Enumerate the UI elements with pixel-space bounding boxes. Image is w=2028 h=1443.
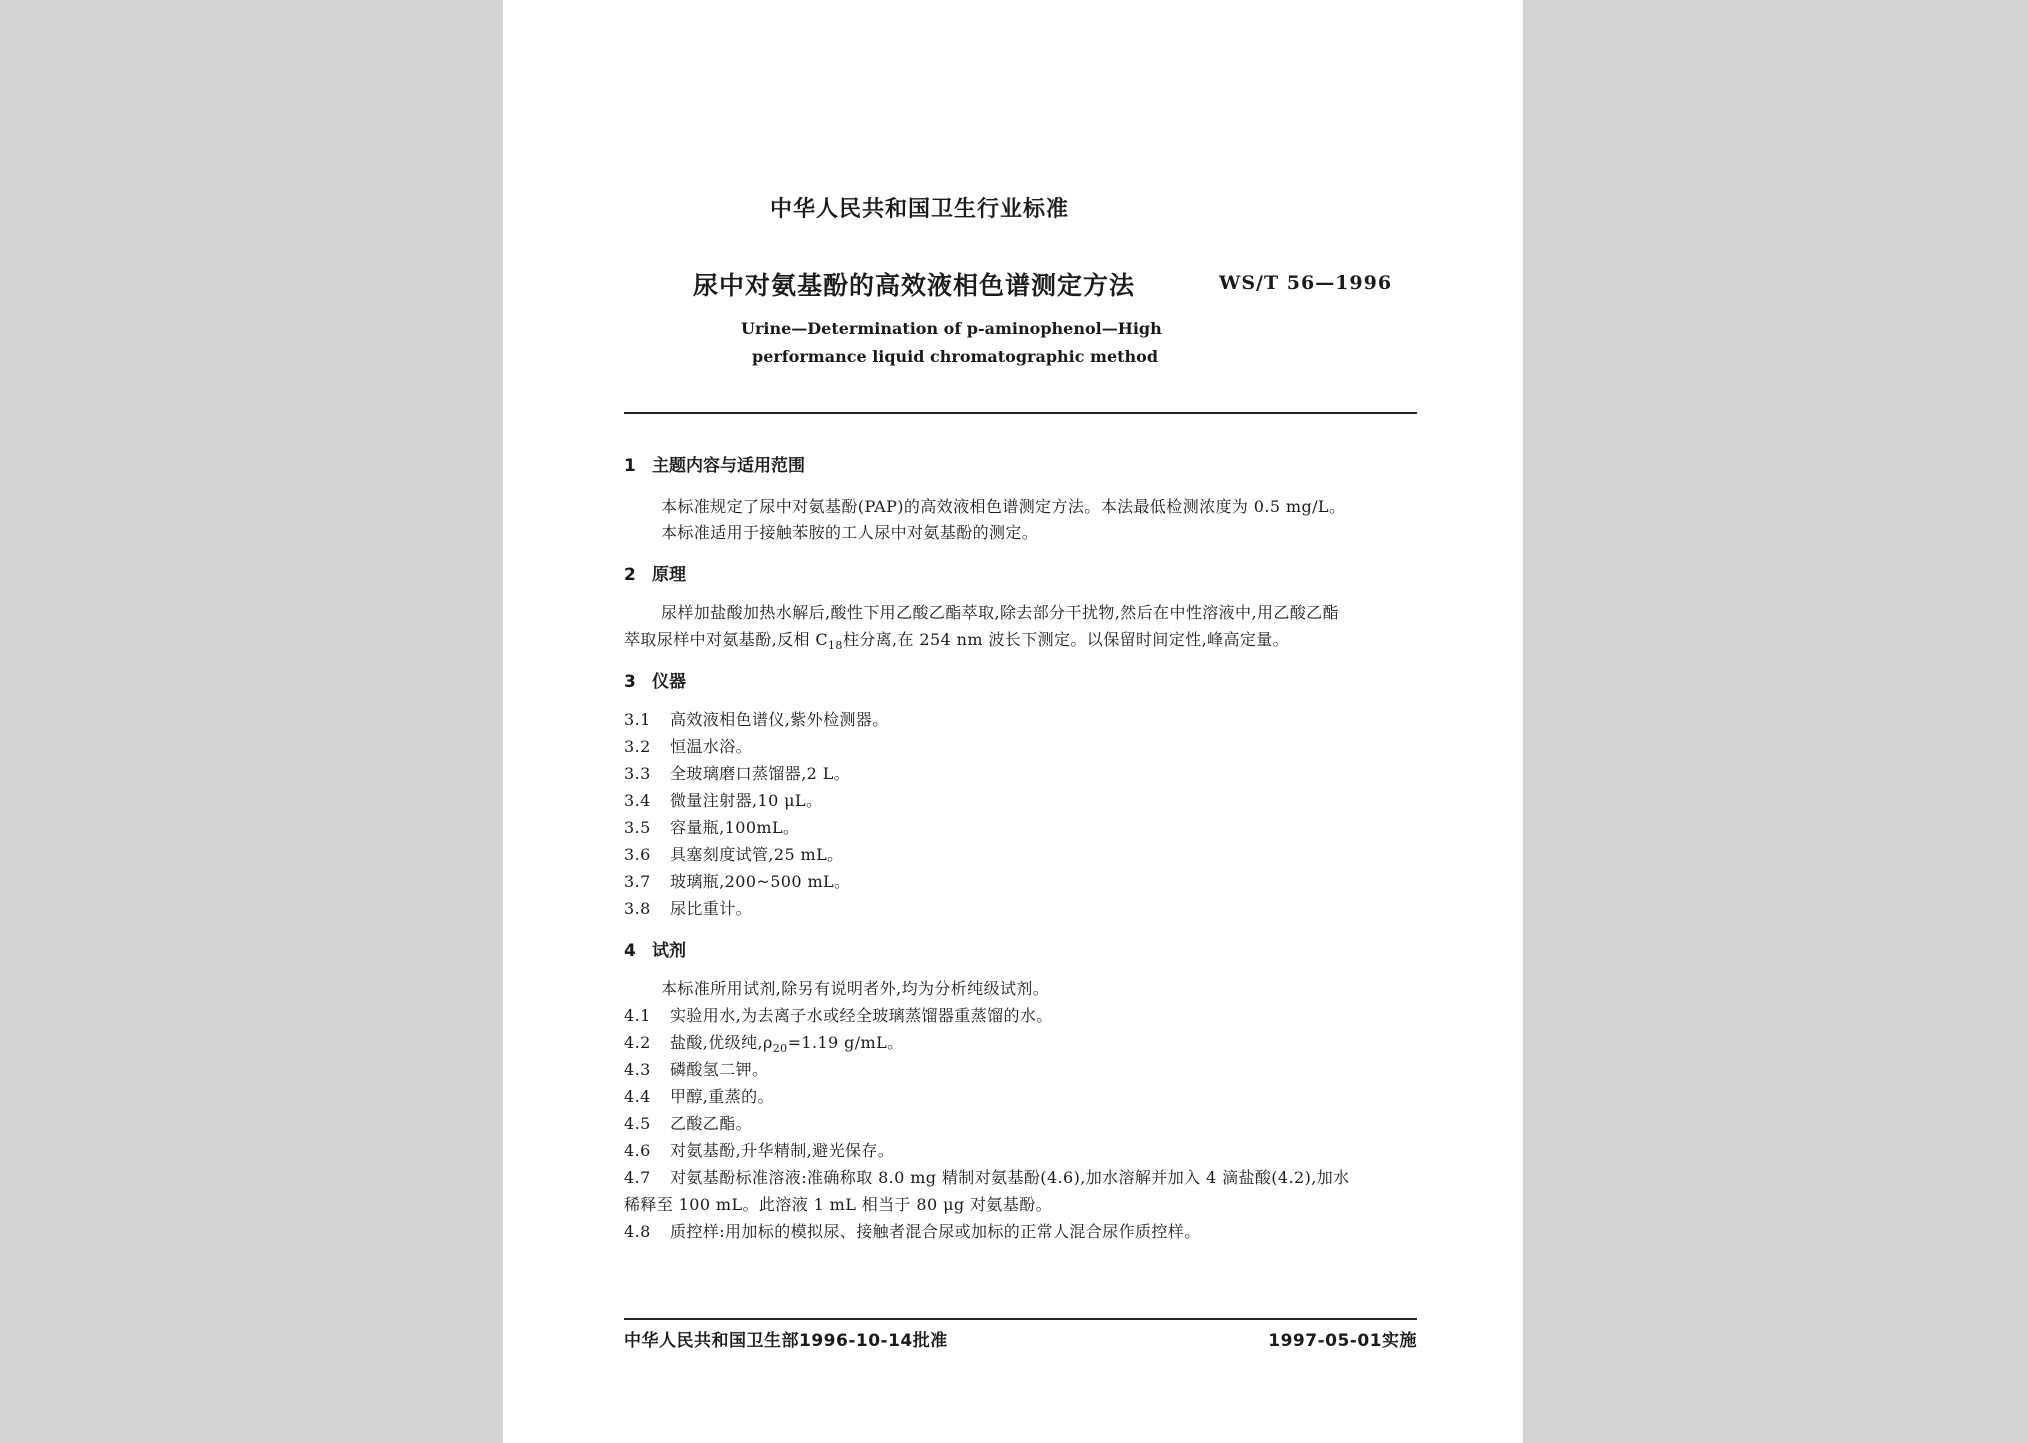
english-title-line1: Urine—Determination of p-aminophenol—High	[741, 319, 1162, 338]
document-page	[503, 0, 1523, 1443]
item-text: 微量注射器,10 μL。	[670, 791, 823, 810]
list-item	[624, 1030, 904, 1055]
item-text: 质控样:用加标的模拟尿、接触者混合尿或加标的正常人混合尿作质控样。	[670, 1222, 1201, 1241]
section-4-heading	[624, 936, 686, 961]
section-title: 主题内容与适用范围	[652, 456, 805, 476]
section-number: 4	[624, 941, 636, 961]
item-number: 4.6	[624, 1141, 651, 1160]
principle-text-b: 柱分离,在 254 nm 波长下测定。以保留时间定性,峰高定量。	[842, 630, 1290, 649]
item-text: 具塞刻度试管,25 mL。	[670, 845, 844, 864]
list-item	[624, 761, 850, 784]
item-number: 4.1	[624, 1006, 651, 1025]
item-number: 3.1	[624, 710, 651, 729]
item-text: 高效液相色谱仪,紫外检测器。	[670, 710, 889, 729]
item-number: 3.2	[624, 737, 651, 756]
list-item	[624, 1003, 1053, 1026]
section-1-heading	[624, 451, 805, 476]
section-2-heading	[624, 560, 686, 585]
list-item	[624, 734, 752, 757]
list-item	[624, 1219, 1201, 1242]
page-title: 尿中对氨基酚的高效液相色谱测定方法	[693, 271, 1136, 300]
section-3-heading	[624, 667, 686, 692]
standard-number: WS/T 56—1996	[1219, 272, 1393, 294]
section-title: 试剂	[652, 941, 686, 961]
item-text: 甲醇,重蒸的。	[670, 1087, 774, 1106]
list-item	[624, 896, 752, 919]
item-number: 3.3	[624, 764, 651, 783]
item-number: 4.4	[624, 1087, 651, 1106]
item-number: 4.5	[624, 1114, 651, 1133]
item-text: 对氨基酚标准溶液:准确称取 8.0 mg 精制对氨基酚(4.6),加水溶解并加入 4 滴盐酸(4.2),加水	[670, 1168, 1350, 1187]
footer-divider	[624, 1318, 1417, 1320]
item-number: 4.2	[624, 1033, 651, 1052]
list-item	[624, 1111, 752, 1134]
item-number: 4.7	[624, 1168, 651, 1187]
list-item	[624, 707, 889, 730]
list-item	[624, 815, 799, 838]
item-subscript: 20	[772, 1042, 788, 1056]
item-text-b: =1.19 g/mL。	[787, 1033, 904, 1052]
item-number: 3.8	[624, 899, 651, 918]
implementation-date: 1997-05-01实施	[1268, 1331, 1417, 1351]
section-2-line-1: 尿样加盐酸加热水解后,酸性下用乙酸乙酯萃取,除去部分干扰物,然后在中性溶液中,用乙酸乙酯	[661, 603, 1339, 622]
section-number: 3	[624, 672, 636, 692]
list-item-continuation: 稀释至 100 mL。此溶液 1 mL 相当于 80 μg 对氨基酚。	[624, 1195, 1053, 1214]
section-1-para-2: 本标准适用于接触苯胺的工人尿中对氨基酚的测定。	[661, 523, 1039, 542]
item-text: 尿比重计。	[670, 899, 753, 918]
item-text-a: 盐酸,优级纯,ρ	[670, 1033, 773, 1052]
list-item	[624, 1138, 894, 1161]
section-4-intro: 本标准所用试剂,除另有说明者外,均为分析纯级试剂。	[661, 979, 1050, 998]
item-number: 3.4	[624, 791, 651, 810]
item-text: 容量瓶,100mL。	[670, 818, 800, 837]
principle-subscript: 18	[828, 639, 843, 653]
item-text: 对氨基酚,升华精制,避光保存。	[670, 1141, 895, 1160]
item-number: 4.3	[624, 1060, 651, 1079]
item-text: 全玻璃磨口蒸馏器,2 L。	[670, 764, 851, 783]
section-1-para-1: 本标准规定了尿中对氨基酚(PAP)的高效液相色谱测定方法。本法最低检测浓度为 0.5 mg/L。	[661, 497, 1346, 516]
english-title-line2: performance liquid chromatographic method	[752, 347, 1159, 366]
item-text: 磷酸氢二钾。	[670, 1060, 769, 1079]
list-item	[624, 842, 844, 865]
header-divider	[624, 412, 1417, 414]
item-text: 玻璃瓶,200~500 mL。	[670, 872, 851, 891]
principle-text-a: 萃取尿样中对氨基酚,反相 C	[624, 630, 829, 649]
item-number: 3.5	[624, 818, 651, 837]
section-2-line-2	[624, 627, 1289, 652]
section-number: 1	[624, 456, 636, 476]
list-item	[624, 1165, 1350, 1188]
item-text: 乙酸乙酯。	[670, 1114, 753, 1133]
list-item	[624, 1057, 768, 1080]
item-text: 恒温水浴。	[670, 737, 753, 756]
item-number: 3.7	[624, 872, 651, 891]
standard-category: 中华人民共和国卫生行业标准	[770, 197, 1070, 222]
section-title: 原理	[652, 565, 686, 585]
list-item	[624, 869, 850, 892]
list-item	[624, 1084, 774, 1107]
item-number: 3.6	[624, 845, 651, 864]
item-number: 4.8	[624, 1222, 651, 1241]
approval-note: 中华人民共和国卫生部1996-10-14批准	[624, 1331, 948, 1351]
section-title: 仪器	[652, 672, 686, 692]
item-text: 实验用水,为去离子水或经全玻璃蒸馏器重蒸馏的水。	[670, 1006, 1053, 1025]
section-number: 2	[624, 565, 636, 585]
list-item	[624, 788, 822, 811]
